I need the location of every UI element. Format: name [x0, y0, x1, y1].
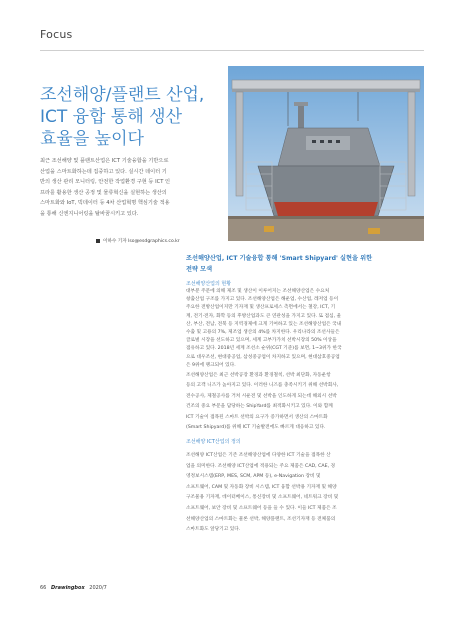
body-paragraph-definition	[186, 451, 426, 536]
body-line: 대부분 주문에 의해 제조 및 생산이 이루어지는 조선해양산업은 수요처	[186, 289, 330, 294]
body-line: 수출 및 고용의 7%, 제조업 생산의 4%를 차지한다. 우리나라의 조선사들은	[186, 330, 340, 336]
body-line: 소프트웨어, CAM 및 자동화 장비 시스템, ICT 융합 선박용 기자재 및 해양	[186, 484, 337, 490]
body-line: 영정보시스템(ERP, MES, SCM, APM 등), e-Navigation 장비 및	[186, 474, 321, 480]
page-number: 66	[40, 585, 47, 591]
body-line: 계, 전기·전자, 화학 등의 후방산업과도 큰 연관성을 가지고 있다. 또 점심, 울	[186, 313, 342, 319]
author-byline	[96, 238, 180, 244]
body-line: 전수공사, 제철공사를 거쳐 시운전 및 선박을 인도하게 되는데 해외시 선박	[186, 393, 337, 399]
shipyard-photo	[228, 66, 424, 241]
body-line: 업을 의미한다. 조선해양 ICT산업에 적용되는 주요 제품은 CAD, CAE, 경	[186, 463, 336, 469]
page-footer	[40, 585, 107, 591]
lead-line: 반의 생산 관리 모니터링, 안전한 작업환경 구현 등 ICT 인	[40, 179, 171, 186]
body-line: 조선해양산업은 최근 선박공장 환경과 환경철칙, 선박 최단화, 자동운항	[186, 373, 331, 378]
author-text: 이하수 기자 lso@esdgraphics.co.kr	[103, 239, 180, 244]
section-heading-status: 조선해양산업의 현황	[186, 281, 232, 287]
body-line: 스마트화도 앞당기고 있다.	[186, 527, 241, 533]
section-heading-definition: 조선해양 ICT산업의 정의	[186, 439, 241, 445]
issue-date: 2020/7	[89, 585, 107, 591]
lead-line: 산업을 스마트화하는데 집중하고 있다. 실시간 데이터 기	[40, 168, 167, 175]
body-line: 점유하고 있다. 2018년 세계 조선소 순위(CGT 기준)를 보면, 1~3위가 한국	[186, 346, 342, 352]
title-line: 조선해양/플랜트 산업,	[40, 85, 205, 105]
subhead-line: 전략 모색	[186, 266, 213, 273]
body-line: 으로 대우조선, 현대중공업, 삼성중공업이 차지하고 있으며, 현대삼호중공업	[186, 354, 340, 360]
body-line: 선해양산업의 스마트화는 물론 선박, 해양플랜트, 조선기자재 등 전체품의	[186, 516, 336, 522]
body-line: 조선해양 ICT산업은 기존 조선해양산업에 다양한 ICT 기술을 접목한 산	[186, 453, 331, 458]
article-title	[40, 84, 215, 150]
title-line: 효율을 높이다	[40, 129, 144, 149]
body-line: 구조물용 기자재, 데이터베이스, 통신장비 및 소프트웨어, 네트워크 장비 및	[186, 495, 339, 501]
body-line: 등의 고객 니즈가 높아지고 있다. 이러한 니즈를 충족시키기 위해 선박회사,	[186, 383, 339, 389]
body-line: 산, 부산, 전남, 전북 등 지역경제에 크게 기여하고 있는 조선해양산업은 국내	[186, 321, 342, 327]
subhead-line: 조선해양산업, ICT 기술융합 통해 'Smart Shipyard' 실현을 위한	[186, 255, 373, 262]
shipyard-illustration	[228, 66, 424, 241]
lead-paragraph	[40, 156, 222, 220]
title-line: ICT 융합 통해 생산	[40, 107, 183, 127]
lead-line: 을 통해 신엔지니어링을 탈바꿈시키고 있다.	[40, 210, 139, 217]
section-label: Focus	[40, 28, 73, 41]
body-line: ICT 기술이 접목된 스마트 선박의 요구가 증가하면서 생산의 스마트화	[186, 414, 328, 420]
body-paragraph-status	[186, 288, 426, 370]
body-line: 은 9위에 랭크되어 있다.	[186, 362, 236, 368]
lead-line: 최근 조선해양 및 플랜트산업은 ICT 기술융합을 기반으로	[40, 158, 169, 164]
magazine-logo: Drawingbox	[50, 585, 85, 591]
body-line: 주요한 전방산업이지만 기자재 및 생산프로세스 측면에서는 철강, ICT, 기	[186, 305, 336, 311]
header-divider	[40, 50, 424, 51]
body-line: 창출산업 구조를 가지고 있다. 조선해양산업은 해운업, 수산업, 레저업 등이	[186, 297, 339, 303]
body-paragraph-needs	[186, 371, 426, 433]
section-subhead	[186, 253, 426, 275]
body-line: (Smart Shipyard)를 위해 ICT 기술발전에도 빠르게 대응하고 있다.	[186, 425, 326, 431]
body-line: 글로벌 시장을 선도하고 있으며, 세계 고부가가치 선박시장의 50% 이상을	[186, 338, 337, 344]
lead-line: 스마트화와 IoT, 빅데이터 등 4차 산업혁명 핵심기술 적용	[40, 200, 170, 207]
square-bullet-icon	[96, 239, 100, 243]
body-line: 건조의 중요 부문을 담당하는 ShipYard를 최적화시키고 있다. 이와 함께	[186, 404, 333, 410]
body-line: 소프트웨어, 보안 장비 및 소프트웨어 등을 들 수 있다. 이들 ICT 제품은 조	[186, 505, 337, 511]
lead-line: 프라를 활용한 생산 공정 및 물류혁신을 실현하는 생산의	[40, 189, 167, 196]
